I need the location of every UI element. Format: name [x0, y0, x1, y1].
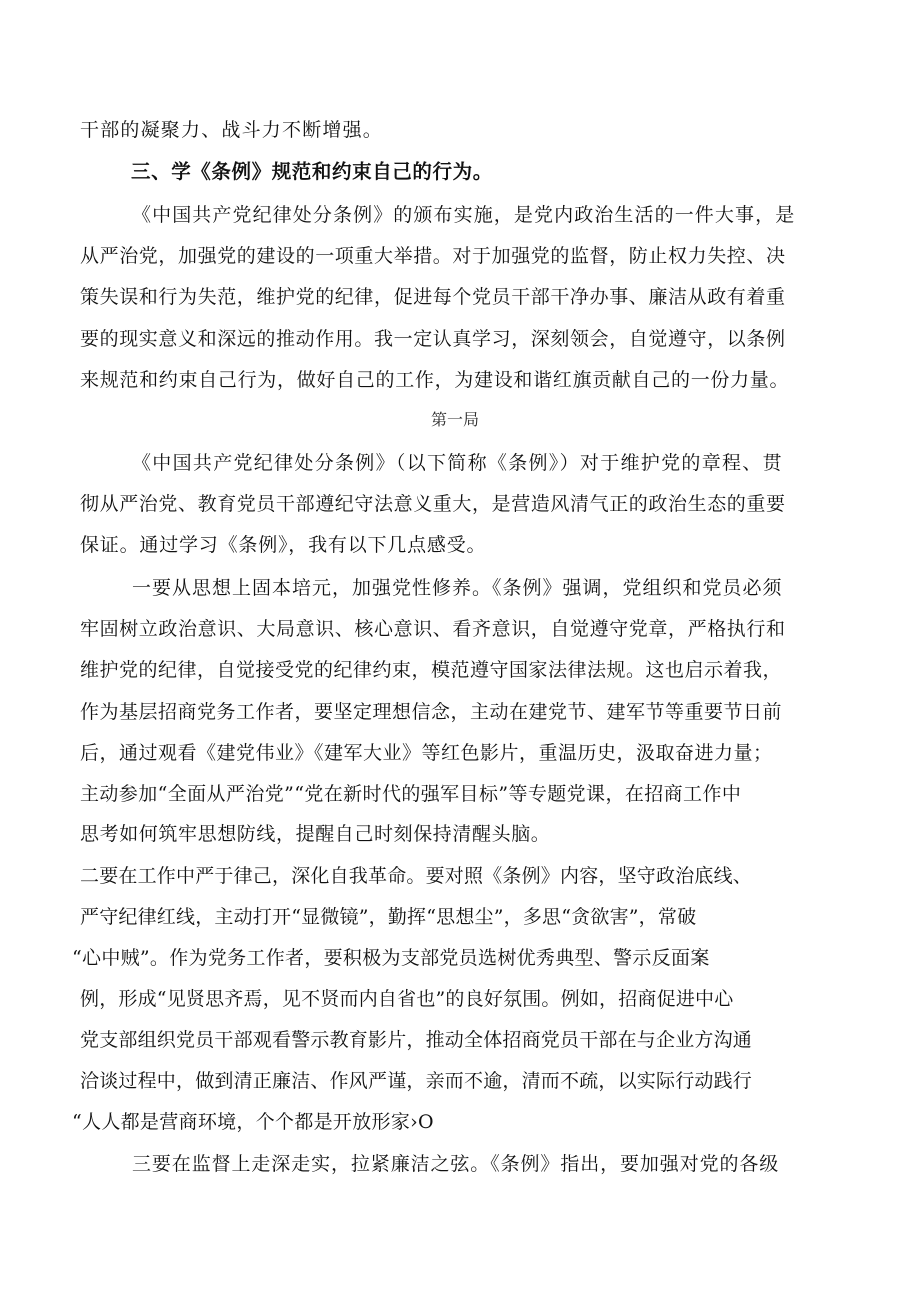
text-line: 《中国共产党纪律处分条例》（以下简称《条例》）对于维护党的章程、贯: [132, 452, 783, 474]
text-line: 严守纪律红线，主动打开“显微镜”，勤挥“思想尘”，多思“贪欲害”，常破: [80, 906, 697, 928]
section-heading: 三、学《条例》规范和约束自己的行为。: [131, 160, 493, 183]
text-line: 洽谈过程中，做到清正廉洁、作风严谨，亲而不逾，清而不疏，以实际行动践行: [80, 1070, 753, 1092]
text-line: 彻从严治党、教育党员干部遵纪守法意义重大，是营造风清气正的政治生态的重要: [80, 493, 786, 515]
text-line: 维护党的纪律，自觉接受党的纪律约束，模范遵守国家法律法规。这也启示着我，: [80, 659, 783, 681]
text-line: 二要在工作中严于律己，深化自我革命。要对照《条例》内容，坚守政治底线、: [80, 865, 753, 887]
text-line: 要的现实意义和深远的推动作用。我一定认真学习，深刻领会，自觉遵守，以条例: [80, 328, 786, 350]
text-line: 党支部组织党员干部观看警示教育影片，推动全体招商党员干部在与企业方沟通: [80, 1029, 753, 1051]
text-line: 干部的凝聚力、战斗力不断增强。: [80, 119, 384, 141]
text-line: 三要在监督上走深走实，拉紧廉洁之弦。《条例》指出，要加强对党的各级: [132, 1153, 780, 1175]
text-line: 从严治党，加强党的建设的一项重大举措。对于加强党的监督，防止权力失控、决: [80, 245, 786, 267]
subtitle: 第一局: [431, 410, 480, 429]
text-line: 作为基层招商党务工作者，要坚定理想信念，主动在建党节、建军节等重要节日前: [80, 701, 783, 723]
text-line: “心中贼”。作为党务工作者，要积极为支部党员选树优秀典型、警示反面案: [72, 947, 710, 969]
text-line: 后，通过观看《建党伟业》《建军大业》等红色影片，重温历史，汲取奋进力量；: [80, 742, 773, 764]
text-line: 《中国共产党纪律处分条例》的颁布实施，是党内政治生活的一件大事，是: [132, 204, 796, 226]
text-line: 来规范和约束自己行为，做好自己的工作，为建设和谐红旗贡献自己的一份力量。: [80, 369, 790, 391]
text-line: 思考如何筑牢思想防线，提醒自己时刻保持清醒头脑。: [80, 823, 551, 845]
text-line: 牢固树立政治意识、大局意识、核心意识、看齐意识，自觉遵守党章，严格执行和: [80, 618, 786, 640]
text-line: 主动参加“全面从严治党”“党在新时代的强军目标”等专题党课，在招商工作中: [80, 783, 742, 805]
text-line: 策失误和行为失范，维护党的纪律，促进每个党员干部干净办事、廉洁从政有着重: [80, 286, 786, 308]
text-line: “人人都是营商环境，个个都是开放形家›O: [72, 1111, 434, 1133]
text-line: 一要从思想上固本培元，加强党性修养。《条例》强调，党组织和党员必须: [132, 577, 783, 599]
text-line: 例，形成“见贤思齐焉，见不贤而内自省也”的良好氛围。例如，招商促进中心: [80, 988, 734, 1010]
text-line: 保证。通过学习《条例》，我有以下几点感受。: [80, 534, 487, 556]
